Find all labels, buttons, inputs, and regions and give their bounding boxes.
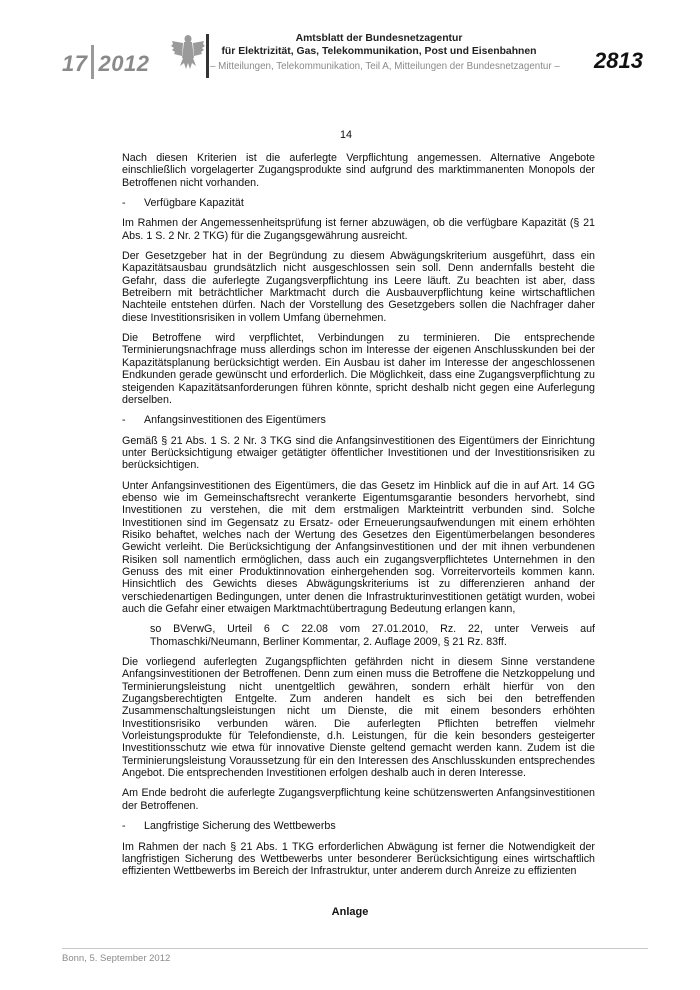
bullet-heading [122, 414, 595, 426]
paragraph: Der Gesetzgeber hat in der Begründung zu diesem Abwägungskriterium ausgeführt, dass ein Kapazitätsausbau grundsätzlich nicht ausgeschlossen sein soll. Denn andernfalls besteht die Gefahr, dass die auferlegte Zugangsverpflichtung ins Leere läuft. Zu beachten ist aber, dass Betreibern mit beträchtlicher Marktmacht durch die Ausbauverpflichtung keine wirtschaftlichen Nachteile entstehen dürfen. Nach der Vorstellung des Gesetzgebers sollen die Nachfrager daher diese Investitionsrisiken in vollem Umfang übernehmen. [122, 250, 595, 324]
paragraph: Im Rahmen der nach § 21 Abs. 1 TKG erforderlichen Abwägung ist ferner die Notwendigkeit der langfristigen Sicherung des Wettbewerbs unter besonderer Berücksichtigung eines wirtschaftlich effizienten Wettbewerbs im Bereich der Infrastruktur, unter anderem durch Anreize zu effizienten [122, 840, 595, 878]
paragraph: Am Ende bedroht die auferlegte Zugangsverpflichtung keine schützenswerten Anfangsinvestitionen der Betroffenen. [122, 787, 595, 812]
gazette-subtitle: – Mitteilungen, Telekommunikation, Teil A, Mitteilungen der Bundesnetzagentur – [210, 61, 560, 72]
bullet-marker: - [122, 197, 126, 210]
paragraph: Im Rahmen der Angemessenheitsprüfung ist ferner abzuwägen, ob die verfügbare Kapazität (§ 21 Abs. 1 S. 2 Nr. 2 TKG) für die Zugangsgewährung ausreicht. [122, 217, 595, 242]
inner-page-number: 14 [340, 129, 353, 141]
page-number: 2813 [594, 48, 643, 73]
issue-number [62, 48, 149, 82]
bullet-marker: - [122, 820, 126, 833]
bullet-heading [122, 820, 595, 832]
paragraph: Gemäß § 21 Abs. 1 S. 2 Nr. 3 TKG sind die Anfangsinvestitionen des Eigentümers der Einrichtung unter Berücksichtigung etwaiger getätigter öffentlicher Investitionen und der Investitionsrisiken zu berücksichtigen. [122, 434, 595, 472]
gazette-title-line1: Amtsblatt der Bundesnetzagentur [295, 33, 463, 44]
federal-eagle-icon [170, 32, 206, 72]
issue-year: 2012 [98, 50, 150, 76]
bullet-marker: - [122, 414, 126, 427]
gazette-title-line2: für Elektrizität, Gas, Telekommunikation, Post und Eisenbahnen [221, 45, 537, 57]
footer-date: Bonn, 5. September 2012 [62, 953, 171, 964]
paragraph: Unter Anfangsinvestitionen des Eigentümers, die das Gesetz im Hinblick auf die in auf Art. 14 GG ebenso wie im Gemeinschaftsrecht verankerte Eigentumsgarantie besonders hervorhebt, sind Investitionen zu verstehen, die mit dem erstmaligen Markteintritt verbunden sind. Solche Investitionen sind im Gegensatz zu Ersatz- oder Erneuerungsaufwendungen mit einem erhöhten Risiko behaftet, welches nach der Wertung des Gesetzes den Eigentümerbelangen besonderes Gewicht verleiht. Die Berücksichtigung der Anfangsinvestitionen und der mit ihnen verbundenen Risiken soll namentlich ermöglichen, dass auch ein zugangsverpflichtetes Unternehmen in den Genuss des mit einer Produktinnovation einhergehenden sog. Vorreitervorteils kommen kann. Hinsichtlich des Gewichts dieses Abwägungskriteriums ist zu differenzieren anhand der verschiedenartigen Bedingungen, unter denen die Infrastrukturinvestitionen getätigt wurden, wobei auch die Gefahr einer etwaigen Marktmachtübertragung Bedeutung erlangen kann, [122, 479, 595, 615]
bullet-heading-text: Verfügbare Kapazität [144, 197, 244, 210]
header-divider [206, 34, 209, 78]
bullet-heading [122, 197, 595, 209]
paragraph: Die vorliegend auferlegten Zugangspflichten gefährden nicht in diesem Sinne verstandene Anfangsinvestitionen der Betroffenen. Denn zum einen muss die Betroffene die Netzkoppelung und Terminierungsleistung nicht unentgeltlich gewähren, sondern erhält hierfür von den Zugangsberechtigten Entgelte. Zum anderen handelt es sich bei den betreffenden Zusammenschaltungsleistungen nicht um Dienste, die mit einem besonders erhöhten Investitionsrisiko verbunden wären. Die auferlegten Pflichten betreffen vielmehr Vorleistungsprodukte für Telefondienste, d.h. Leistungen, für die kein besonders gesteigerter Investitionsschutz wie etwa für innovative Dienste geltend gemacht werden kann. Zudem ist die Terminierungsleistung Voraussetzung für ein den Interessen des Anschlusskunden entsprechendes Angebot. Die entsprechenden Investitionen erfolgen deshalb auch in deren Interesse. [122, 656, 595, 780]
document-body [122, 152, 595, 886]
paragraph: Die Betroffene wird verpflichtet, Verbindungen zu terminieren. Die entsprechende Terminierungsnachfrage muss allerdings schon im Interesse der eigenen Anschlusskunden bei der Kapazitätsplanung berücksichtigt werden. Ein Ausbau ist daher im Interesse der angeschlossenen Endkunden gerade gewünscht und erforderlich. Die Möglichkeit, dass eine Zugangsverpflichtung zu steigenden Kapazitätsanforderungen führen könnte, spricht deshalb nicht gegen eine Auferlegung derselben. [122, 332, 595, 406]
bullet-heading-text: Anfangsinvestitionen des Eigentümers [144, 414, 326, 427]
issue-no: 17 [62, 50, 88, 76]
bullet-heading-text: Langfristige Sicherung des Wettbewerbs [144, 820, 336, 833]
gazette-title [214, 33, 544, 58]
footer-divider [62, 948, 648, 949]
paragraph: Nach diesen Kriterien ist die auferlegte Verpflichtung angemessen. Alternative Angebote einschließlich vorgelagerter Zugangsprodukte sind aufgrund des marktimmanenten Monopols der Betroffenen nicht vorhanden. [122, 152, 595, 189]
annex-label: Anlage [331, 906, 369, 918]
citation: so BVerwG, Urteil 6 C 22.08 vom 27.01.2010, Rz. 22, unter Verweis auf Thomaschki/Neumann, Berliner Kommentar, 2. Auflage 2009, § 21 Rz. 83ff. [150, 623, 595, 648]
issue-divider [91, 45, 94, 79]
